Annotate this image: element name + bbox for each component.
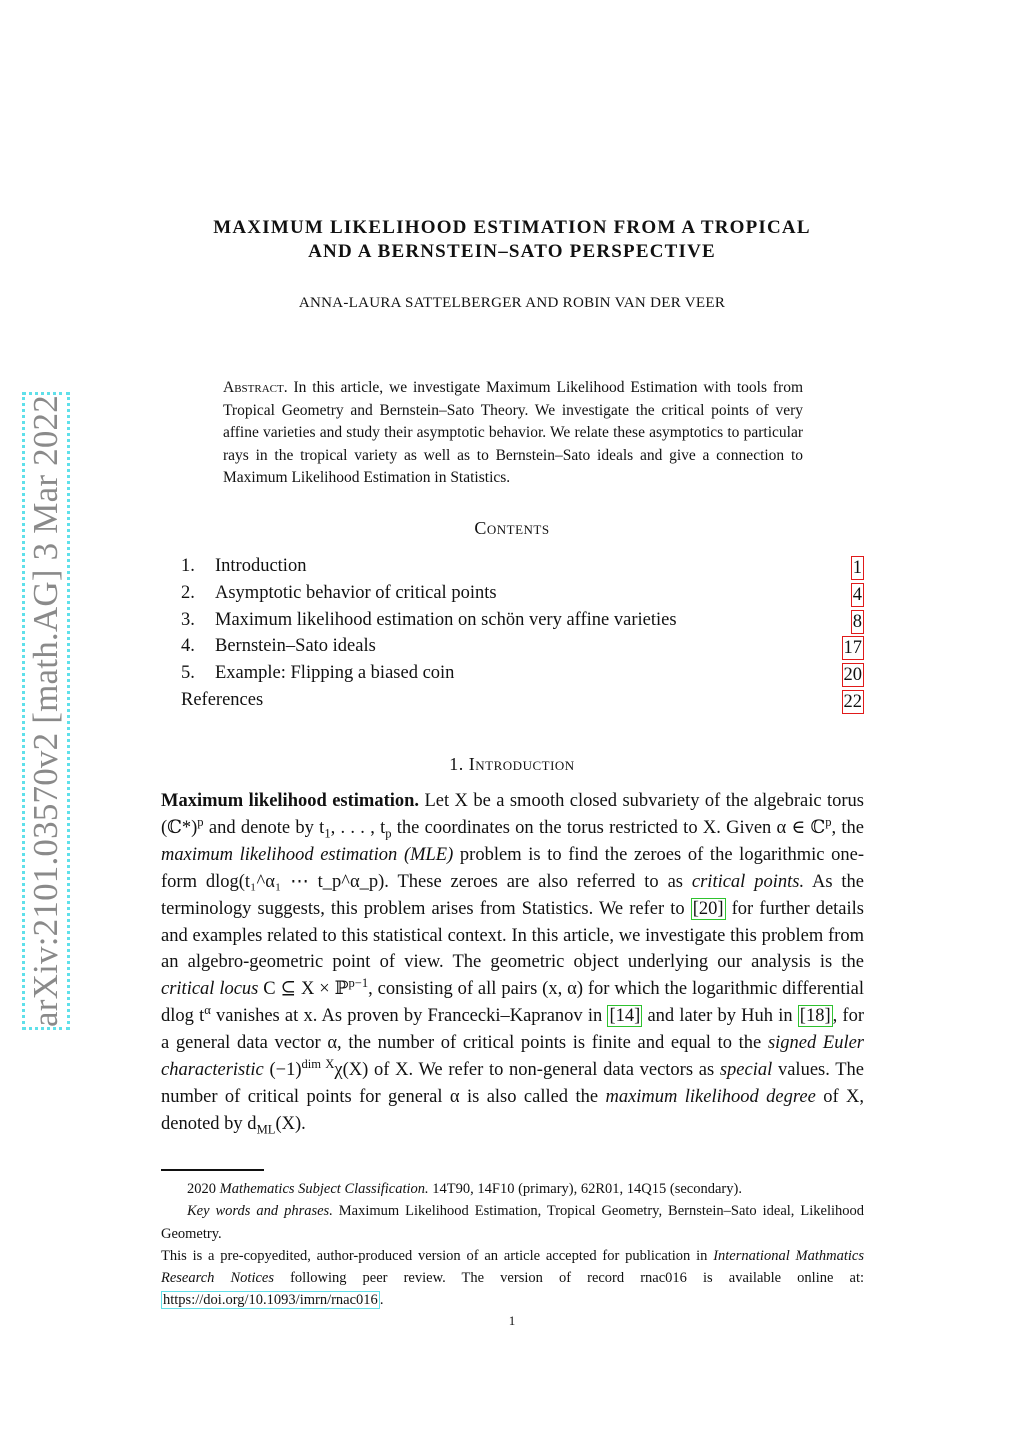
intro-paragraph: Maximum likelihood estimation. Let X be a smooth closed subvariety of the algebraic torus (ℂ*)$^p$ and denote by $t_1$, . . . , $t_p$ the coordinates on the torus restricted to X. Given α ∈ ℂ$^p$, the maximum likelihood estimation (MLE) problem is to find the zeroes of the logarithmic one-form dlog(t₁^α₁ ⋯ t_p^α_p). These zeroes are also referred to as critical points. As the terminology suggests, this problem arises from Statistics. We refer to [20] for further details and examples related to this statistical context. In this article, we investigate this problem from an algebro-geometric point of view. The geometric object underlying our analysis is the critical locus C ⊆ X × ℙ$^{p-1}$, consisting of all pairs (x, α) for which the logarithmic differential dlog $t^\alpha$ vanishes at x. As proven by Francecki–Kapranov in [14] and later by Huh in [18] , for a general data vector α, the number of critical points is finite and equal to the signed Euler characteristic $(-1)^{dim X}\chi(X)$ of X. We refer to non-general data vectors as special values. The number of critical points for general α is also called the maximum likelihood degree of X, denoted by $d_{ML}(X)$.: [161, 791, 865, 1137]
keywords-footnote: Key words and phrases. Maximum Likelihood Estimation, Tropical Geometry, Bernstein–Sato ideal, Likelihood Geometry.: [161, 1203, 864, 1242]
toc-page-link[interactable]: 22: [843, 691, 862, 712]
title-line-2: AND A BERNSTEIN–SATO PERSPECTIVE: [308, 241, 716, 262]
toc-entry-label: Introduction: [215, 556, 307, 576]
toc-entry[interactable]: [181, 663, 864, 690]
toc-entry-number: 2.: [181, 582, 195, 603]
page-number: 1: [508, 1313, 516, 1328]
toc-page-link[interactable]: 4: [852, 584, 862, 605]
toc-entry-label: Example: Flipping a biased coin: [215, 663, 455, 684]
term-critical-points: critical points.: [691, 871, 805, 892]
abstract: [223, 377, 803, 490]
citation-link[interactable]: [20]: [692, 898, 724, 919]
term-euler: signed Euler characteristic: [161, 1033, 865, 1081]
toc-entry-label: Bernstein–Sato ideals: [215, 636, 376, 657]
toc-entry-number: 1.: [181, 556, 195, 576]
paragraph-heading: Maximum likelihood estimation.: [161, 791, 420, 811]
term-special: special: [719, 1060, 773, 1081]
table-of-contents: [181, 556, 864, 717]
toc-entry-label: Asymptotic behavior of critical points: [215, 582, 497, 603]
paper-title: [0, 216, 1024, 264]
msc-footnote: 2020 Mathematics Subject Classification. 14T90, 14F10 (primary), 62R01, 14Q15 (secondary).: [187, 1181, 742, 1197]
math-monomial: t₁^α₁ ⋯ t_p^α_p: [244, 871, 379, 892]
citation-link[interactable]: [14]: [609, 1006, 641, 1027]
toc-entry-label: Maximum likelihood estimation on schön very affine varieties: [215, 609, 677, 630]
citation-link[interactable]: [18]: [799, 1006, 831, 1027]
toc-entry-number: 5.: [181, 663, 195, 684]
abstract-label: Abstract.: [223, 379, 288, 396]
toc-entry-label: References: [181, 689, 264, 710]
authors: ANNA-LAURA SATTELBERGER AND ROBIN VAN DER VEER: [298, 295, 726, 311]
toc-entry[interactable]: [181, 583, 864, 610]
section-number: 1.: [449, 754, 464, 774]
toc-page-link[interactable]: 17: [843, 638, 862, 659]
section-heading: [0, 754, 1024, 775]
contents-heading: Contents: [474, 518, 550, 538]
toc-page-link[interactable]: 20: [843, 665, 862, 686]
toc-entry[interactable]: [181, 556, 864, 583]
section-title: Introduction: [468, 754, 575, 774]
term-critical-locus: critical locus: [161, 979, 259, 1000]
toc-page-link[interactable]: 1: [852, 558, 862, 578]
toc-entry[interactable]: [181, 636, 864, 663]
footnote-divider: [161, 1169, 264, 1171]
toc-entry-number: 4.: [181, 636, 195, 657]
toc-page-link[interactable]: 8: [852, 611, 862, 632]
doi-link[interactable]: https://doi.org/10.1093/imrn/rnac016: [163, 1292, 378, 1309]
term-mle: maximum likelihood estimation (MLE): [161, 844, 454, 865]
toc-entry[interactable]: [181, 610, 864, 637]
toc-entry-number: 3.: [181, 609, 195, 630]
publication-note: This is a pre-copyedited, author-produced version of an article accepted for publication in International Mathmatics Research Notices following peer review. The version of record rnac016 is available online at: https://doi.org/10.1093/imrn/rnac016 .: [161, 1247, 865, 1309]
term-ml-degree: maximum likelihood degree: [605, 1086, 816, 1107]
arxiv-identifier-stamp[interactable]: [22, 392, 70, 1030]
arxiv-id-text: arXiv:2101.03570v2 [math.AG] 3 Mar 2022: [26, 395, 65, 1027]
toc-entry[interactable]: [181, 690, 864, 717]
title-line-1: MAXIMUM LIKELIHOOD ESTIMATION FROM A TROPICAL: [213, 217, 811, 238]
abstract-text: In this article, we investigate Maximum Likelihood Estimation with tools from Tropical Geometry and Bernstein–Sato Theory. We investigate the critical points of very affine varieties and study their asymptotic behavior. We relate these asymptotics to particular rays in the tropical variety as well as to Bernstein–Sato ideals and give a connection to Maximum Likelihood Estimation in Statistics.: [223, 379, 804, 487]
footnotes: [161, 1178, 864, 1312]
